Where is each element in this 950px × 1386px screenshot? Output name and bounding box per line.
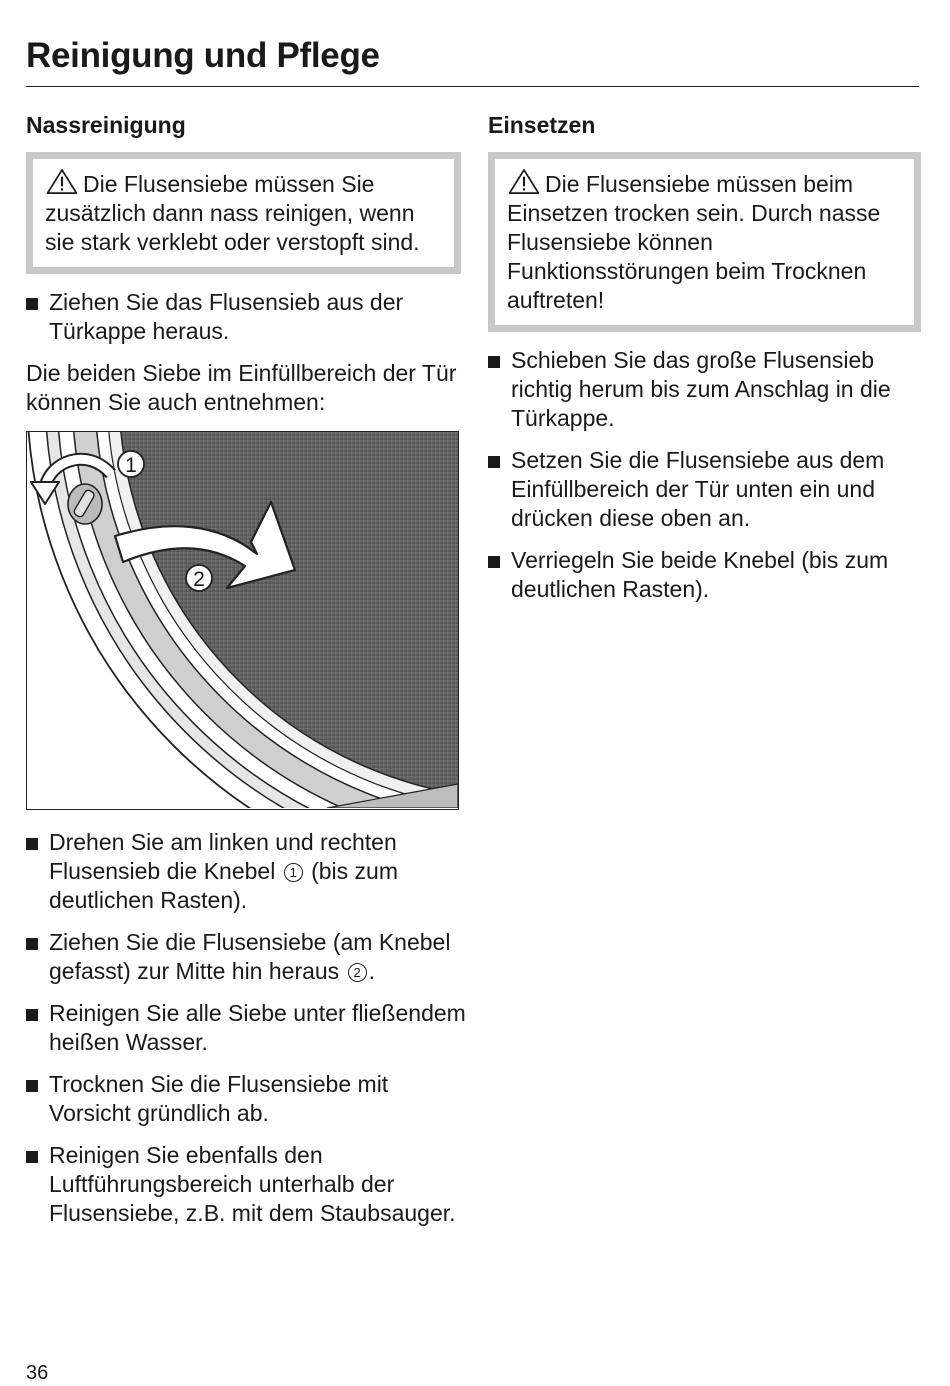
callout-1-label: 1 <box>125 454 137 477</box>
list-item-text: Setzen Sie die Flusensiebe aus dem Einfüllbereich der Tür unten ein und drücken diese oben an. <box>511 447 885 531</box>
section-heading-nassreinigung: Nassreinigung <box>26 112 186 138</box>
warning-box-nassreinigung <box>26 152 461 274</box>
warning-triangle-icon <box>45 168 79 195</box>
page-number: 36 <box>26 1362 49 1384</box>
warning-text: Die Flusensiebe müssen Sie zusätzlich dann nass reinigen, wenn sie stark verklebt oder verstopft sind. <box>45 171 420 255</box>
bullet-square <box>26 1009 38 1021</box>
list-item <box>26 1070 466 1128</box>
list-item-text: Verriegeln Sie beide Knebel (bis zum deutlichen Rasten). <box>511 547 889 602</box>
list-item <box>26 928 466 986</box>
list-item <box>488 546 928 604</box>
bullet-square <box>488 456 500 468</box>
bullet-square <box>26 838 38 850</box>
list-item <box>26 1141 466 1228</box>
list-item-text: (bis zum deutlichen Rasten). <box>49 858 399 913</box>
list-item-text: Schieben Sie das große Flusensieb richtig herum bis zum Anschlag in die Türkappe. <box>511 347 891 431</box>
intro-paragraph: Die beiden Siebe im Einfüllbereich der Tür können Sie auch entnehmen: <box>26 360 457 415</box>
right-column <box>488 110 928 617</box>
circled-number-1: 1 <box>284 863 303 882</box>
bullet-square <box>26 1151 38 1163</box>
bullet-square <box>488 356 500 368</box>
title-divider <box>26 86 919 87</box>
list-item <box>488 446 928 533</box>
warning-triangle-icon <box>507 168 541 195</box>
steps-list <box>26 828 466 1228</box>
list-item-text: . <box>368 958 375 984</box>
page-title: Reinigung und Pflege <box>26 36 380 75</box>
illustration-door-sieves <box>26 431 459 810</box>
bullet-square <box>26 298 38 310</box>
circled-number-2: 2 <box>348 963 367 982</box>
warning-box-einsetzen <box>488 152 921 332</box>
door-illustration <box>27 432 458 808</box>
list-item-text: Drehen Sie am linken und rechten Flusensieb die Knebel <box>49 829 397 884</box>
left-column <box>26 110 466 1241</box>
list-item <box>26 828 466 915</box>
list-item-text: Reinigen Sie alle Siebe unter fließendem heißen Wasser. <box>49 1000 466 1055</box>
section-heading-einsetzen: Einsetzen <box>488 112 596 138</box>
callout-2-label: 2 <box>193 568 205 591</box>
list-item <box>26 288 466 346</box>
list-item-text: Ziehen Sie die Flusensiebe (am Knebel gefasst) zur Mitte hin heraus <box>49 929 451 984</box>
list-item <box>488 346 928 433</box>
list-item <box>26 999 466 1057</box>
list-item-text: Ziehen Sie das Flusensieb aus der Türkappe heraus. <box>49 289 404 344</box>
warning-text: Die Flusensiebe müssen beim Einsetzen trocken sein. Durch nasse Flusensiebe können Funktionsstörungen beim Trocknen auftreten! <box>507 171 881 313</box>
bullet-square <box>26 1080 38 1092</box>
bullet-square <box>26 938 38 950</box>
list-item-text: Trocknen Sie die Flusensiebe mit Vorsicht gründlich ab. <box>49 1071 389 1126</box>
bullet-square <box>488 556 500 568</box>
list-item-text: Reinigen Sie ebenfalls den Luftführungsbereich unterhalb der Flusensiebe, z.B. mit dem Staubsauger. <box>49 1142 456 1226</box>
